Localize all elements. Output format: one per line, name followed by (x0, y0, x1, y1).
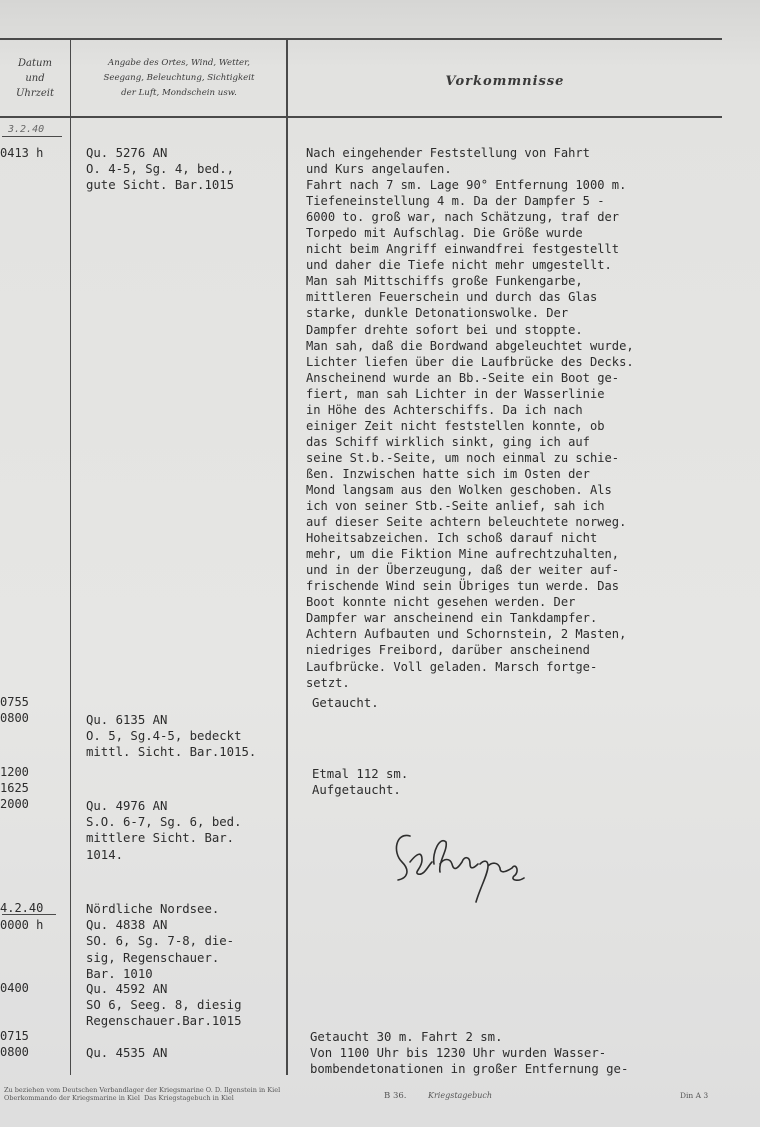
header-events: Vorkommnisse (445, 74, 565, 89)
time-entry: 0000 h (0, 918, 44, 932)
position-weather-entry: Nördliche Nordsee. Qu. 4838 AN SO. 6, Sg. 7-8, die- sig, Regenschauer. Bar. 1010 (86, 902, 235, 981)
top-rule (0, 38, 722, 40)
time-entry: 0800 (0, 711, 29, 725)
time-entry: 1200 (0, 765, 29, 779)
time-entry: 0400 (0, 981, 29, 995)
header-date-time: Datum und Uhrzeit (15, 58, 55, 99)
time-entry: 2000 (0, 797, 29, 811)
form-title: Kriegstagebuch (428, 1091, 493, 1100)
position-weather-entry: Qu. 4976 AN S.O. 6-7, Sg. 6, bed. mittlere Sicht. Bar. 1014. (86, 799, 242, 862)
event-entry: Getaucht 30 m. Fahrt 2 sm. Von 1100 Uhr bis 1230 Uhr wurden Wasser- bombendetonationen in großer Entfernung ge- (310, 1030, 629, 1077)
form-number: B 36. (384, 1091, 407, 1101)
date-entry: 3.2.40 (8, 124, 45, 135)
header-position-weather: Angabe des Ortes, Wind, Wetter, Seegang, Beleuchtung, Sichtigkeit der Luft, Mondschein usw. (103, 58, 255, 98)
header-bottom-rule (0, 116, 722, 118)
event-entry: Etmal 112 sm. Aufgetaucht. (312, 767, 409, 798)
position-weather-entry: Qu. 6135 AN O. 5, Sg.4-5, bedeckt mittl. Sicht. Bar.1015. (86, 713, 257, 760)
time-entry: 0800 (0, 1045, 29, 1059)
date-column-rule (70, 40, 71, 1075)
handwritten-signature (388, 822, 538, 912)
event-entry: Nach eingehender Feststellung von Fahrt und Kurs angelaufen. Fahrt nach 7 sm. Lage 90° Entfernung 1000 m. Tiefeneinstellung 4 m. Da der Dampfer 5 - 6000 to. groß war, nach Schätzung, traf der Torpedo mit Aufschlag. Die Größe wurde nicht beim Angriff einwandfrei festgestellt und daher die Tiefe nicht mehr umgestellt. Man sah Mittschiffs große Funkengarbe, mittleren Feuerschein und durch das Glas starke, dunkle Detonationswolke. Der Dampfer drehte sofort bei und stoppte. Man sah, daß die Bordwand abgeleuchtet wurde, Lichter liefen über die Laufbrücke des Decks. Anscheinend wurde an Bb.-Seite ein Boot ge- fiert, man sah Lichter in der Wasserlinie in Höhe des Achterschiffs. Da ich nach einiger Zeit nicht feststellen konnte, ob das Schiff wirklich sinkt, ging ich auf seine St.b.-Seite, um noch einmal zu schie- ßen. Inzwischen hatte sich im Osten der Mond langsam aus den Wolken geschoben. Als ich von seiner Stb.-Seite anlief, sah ich auf dieser Seite achtern beleuchtete norweg. Hoheitsabzeichen. Ich schoß darauf nicht mehr, um die Fiktion Mine aufrechtzuhalten, und in der Überzeugung, daß der weiter auf- frischende Wind sein Übriges tun werde. Das Boot konnte nicht gesehen werden. Der Dampfer war anscheinend ein Tankdampfer. Achtern Aufbauten und Schornstein, 2 Masten, niedriges Freibord, darüber anscheinend Laufbrücke. Voll geladen. Marsch fortge- setzt. (306, 146, 634, 690)
printer-imprint: Zu beziehen vom Deutschen Verbandlager der Kriegsmarine O. D. Ilgenstein in Kiel Oberkommando der Kriegsmarine in Kiel Das Kriegstagebuch in Kiel (4, 1086, 281, 1102)
time-entry: 1625 (0, 781, 29, 795)
paper-size: Din A 3 (680, 1091, 709, 1100)
event-entry: Getaucht. (312, 696, 379, 710)
date-entry: 4.2.40 (0, 901, 44, 915)
time-entry: 0755 (0, 695, 29, 709)
position-weather-entry: Qu. 4535 AN (86, 1046, 168, 1060)
position-column-rule (286, 40, 288, 1075)
time-entry: 0715 (0, 1029, 29, 1043)
time-entry: 0413 h (0, 146, 44, 160)
position-weather-entry: Qu. 5276 AN O. 4-5, Sg. 4, bed., gute Sicht. Bar.1015 (86, 146, 235, 193)
position-weather-entry: Qu. 4592 AN SO 6, Seeg. 8, diesig Regenschauer.Bar.1015 (86, 982, 242, 1029)
